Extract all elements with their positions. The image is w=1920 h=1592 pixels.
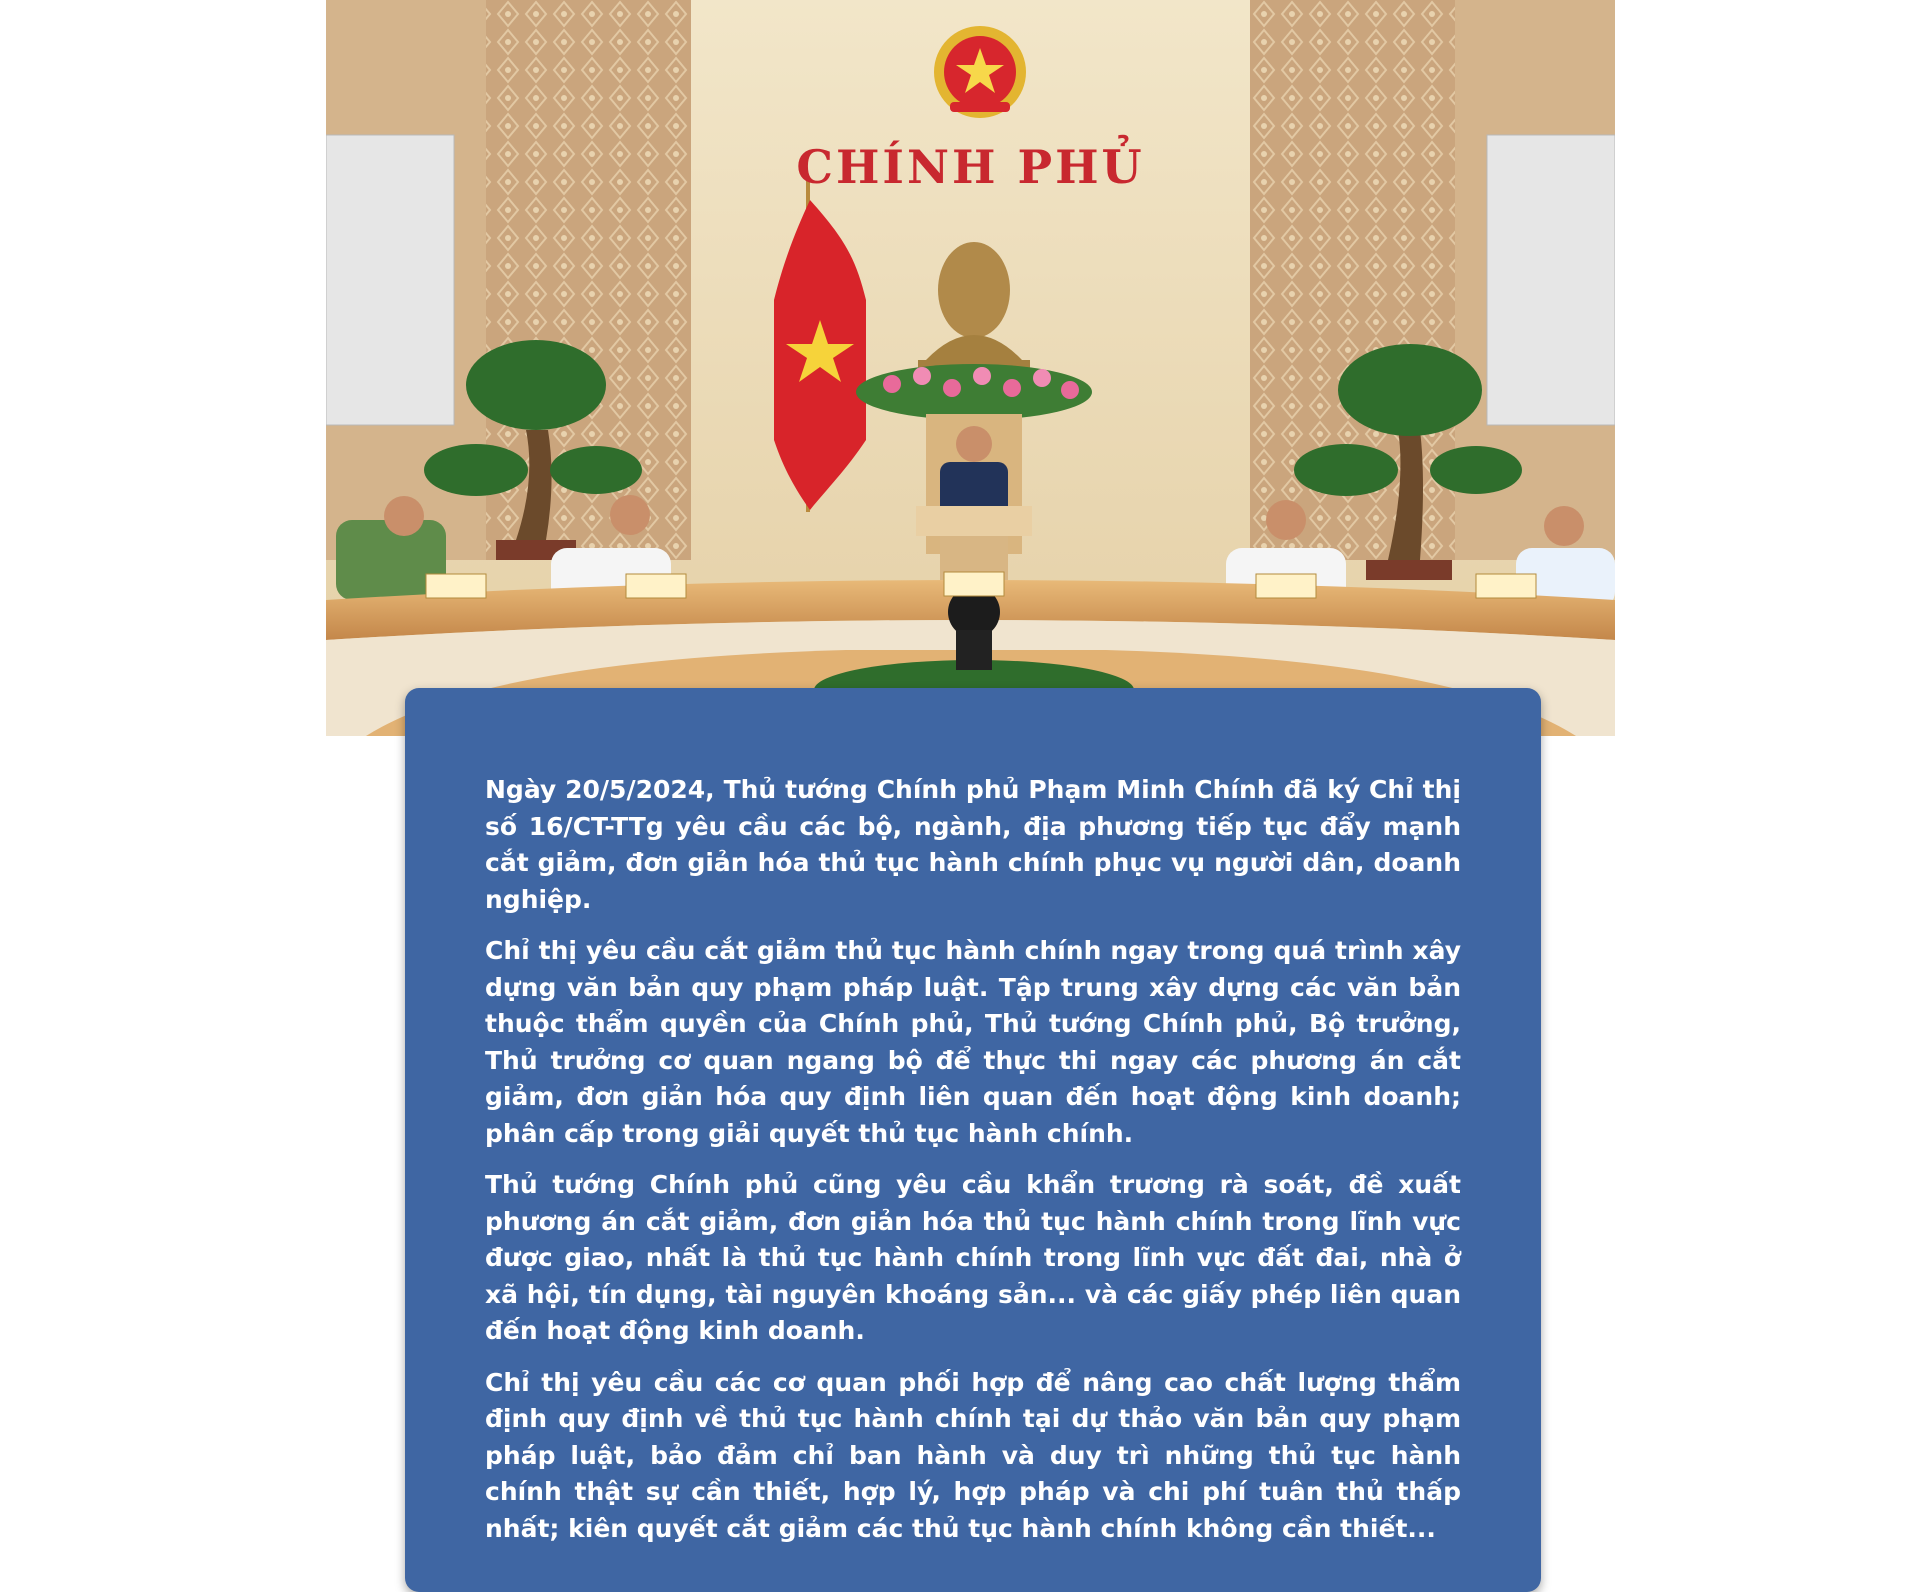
name-plate-5: [1476, 574, 1536, 598]
meeting-photo: [326, 0, 1615, 736]
article-paragraph-3: Thủ tướng Chính phủ cũng yêu cầu khẩn trương rà soát, đề xuất phương án cắt giảm, đơn giản hóa thủ tục hành chính trong lĩnh vực được giao, nhất là thủ tục hành chính trong lĩnh vực đất đai, nhà ở xã hội, tín dụng, tài nguyên khoáng sản... và các giấy phép liên quan đến hoạt động kinh doanh.: [485, 1170, 1461, 1345]
name-plate-1: [426, 574, 486, 598]
flower-arrangement: [856, 364, 1092, 420]
name-plate-3: [944, 572, 1004, 596]
article-body: [485, 772, 1461, 1562]
article-paragraph-4: Chỉ thị yêu cầu các cơ quan phối hợp để nâng cao chất lượng thẩm định quy định về thủ tục hành chính tại dự thảo văn bản quy phạm pháp luật, bảo đảm chỉ ban hành và duy trì những thủ tục hành chính thật sự cần thiết, hợp lý, hợp pháp và chi phí tuân thủ thấp nhất; kiên quyết cắt giảm các thủ tục hành chính không cần thiết...: [485, 1367, 1461, 1543]
government-sign: CHÍNH PHỦ: [796, 140, 1145, 194]
meeting-hall-illustration: [326, 0, 1615, 736]
national-emblem-icon: [934, 26, 1026, 118]
article-card: [405, 688, 1541, 1592]
article-paragraph-1: Ngày 20/5/2024, Thủ tướng Chính phủ Phạm Minh Chính đã ký Chỉ thị số 16/CT-TTg yêu cầu các bộ, ngành, địa phương tiếp tục đẩy mạnh cắt giảm, đơn giản hóa thủ tục hành chính phục vụ người dân, doanh nghiệp.: [485, 775, 1461, 914]
name-plate-4: [1256, 574, 1316, 598]
name-plate-2: [626, 574, 686, 598]
article-paragraph-2: Chỉ thị yêu cầu cắt giảm thủ tục hành chính ngay trong quá trình xây dựng văn bản quy phạm pháp luật. Tập trung xây dựng các văn bản thuộc thẩm quyền của Chính phủ, Thủ tướng Chính phủ, Bộ trưởng, Thủ trưởng cơ quan ngang bộ để thực thi ngay các phương án cắt giảm, đơn giản hóa quy định liên quan đến hoạt động kinh doanh; phân cấp trong giải quyết thủ tục hành chính.: [485, 936, 1461, 1148]
